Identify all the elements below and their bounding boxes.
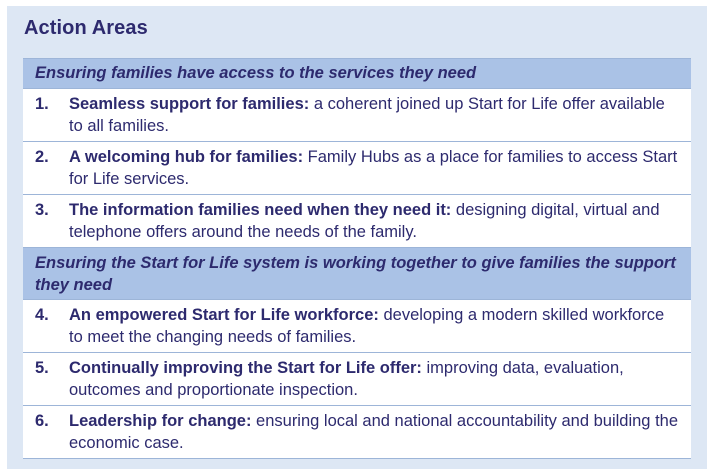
action-item-6	[23, 406, 691, 459]
action-item-4	[23, 300, 691, 353]
item-number: 2.	[35, 148, 49, 166]
action-item-3	[23, 195, 691, 248]
section-header-access: Ensuring families have access to the services they need	[23, 59, 691, 89]
action-areas-panel	[7, 6, 707, 469]
item-number: 6.	[35, 412, 49, 430]
item-number: 5.	[35, 359, 49, 377]
action-item-1	[23, 89, 691, 142]
item-lead: Continually improving the Start for Life offer:	[69, 359, 422, 377]
panel-title: Action Areas	[24, 17, 148, 39]
item-lead: An empowered Start for Life workforce:	[69, 306, 379, 324]
item-number: 3.	[35, 201, 49, 219]
item-text: developing a modern skilled workforce to meet the changing needs of families.	[69, 306, 665, 346]
item-text: Family Hubs as a place for families to access Start for Life services.	[69, 148, 678, 188]
item-lead: A welcoming hub for families:	[69, 148, 304, 166]
item-lead: The information families need when they need it:	[69, 201, 452, 219]
item-lead: Leadership for change:	[69, 412, 252, 430]
action-areas-table	[23, 58, 691, 459]
item-number: 4.	[35, 306, 49, 324]
action-item-5	[23, 353, 691, 406]
item-number: 1.	[35, 95, 49, 113]
action-item-2	[23, 142, 691, 195]
item-text: a coherent joined up Start for Life offer available to all families.	[69, 95, 665, 135]
item-text: designing digital, virtual and telephone offers around the needs of the family.	[69, 201, 660, 241]
item-lead: Seamless support for families:	[69, 95, 310, 113]
section-header-system: Ensuring the Start for Life system is working together to give families the support they need	[23, 248, 691, 300]
item-text: improving data, evaluation, outcomes and proportionate inspection.	[69, 359, 624, 399]
item-text: ensuring local and national accountability and building the economic case.	[69, 412, 679, 452]
